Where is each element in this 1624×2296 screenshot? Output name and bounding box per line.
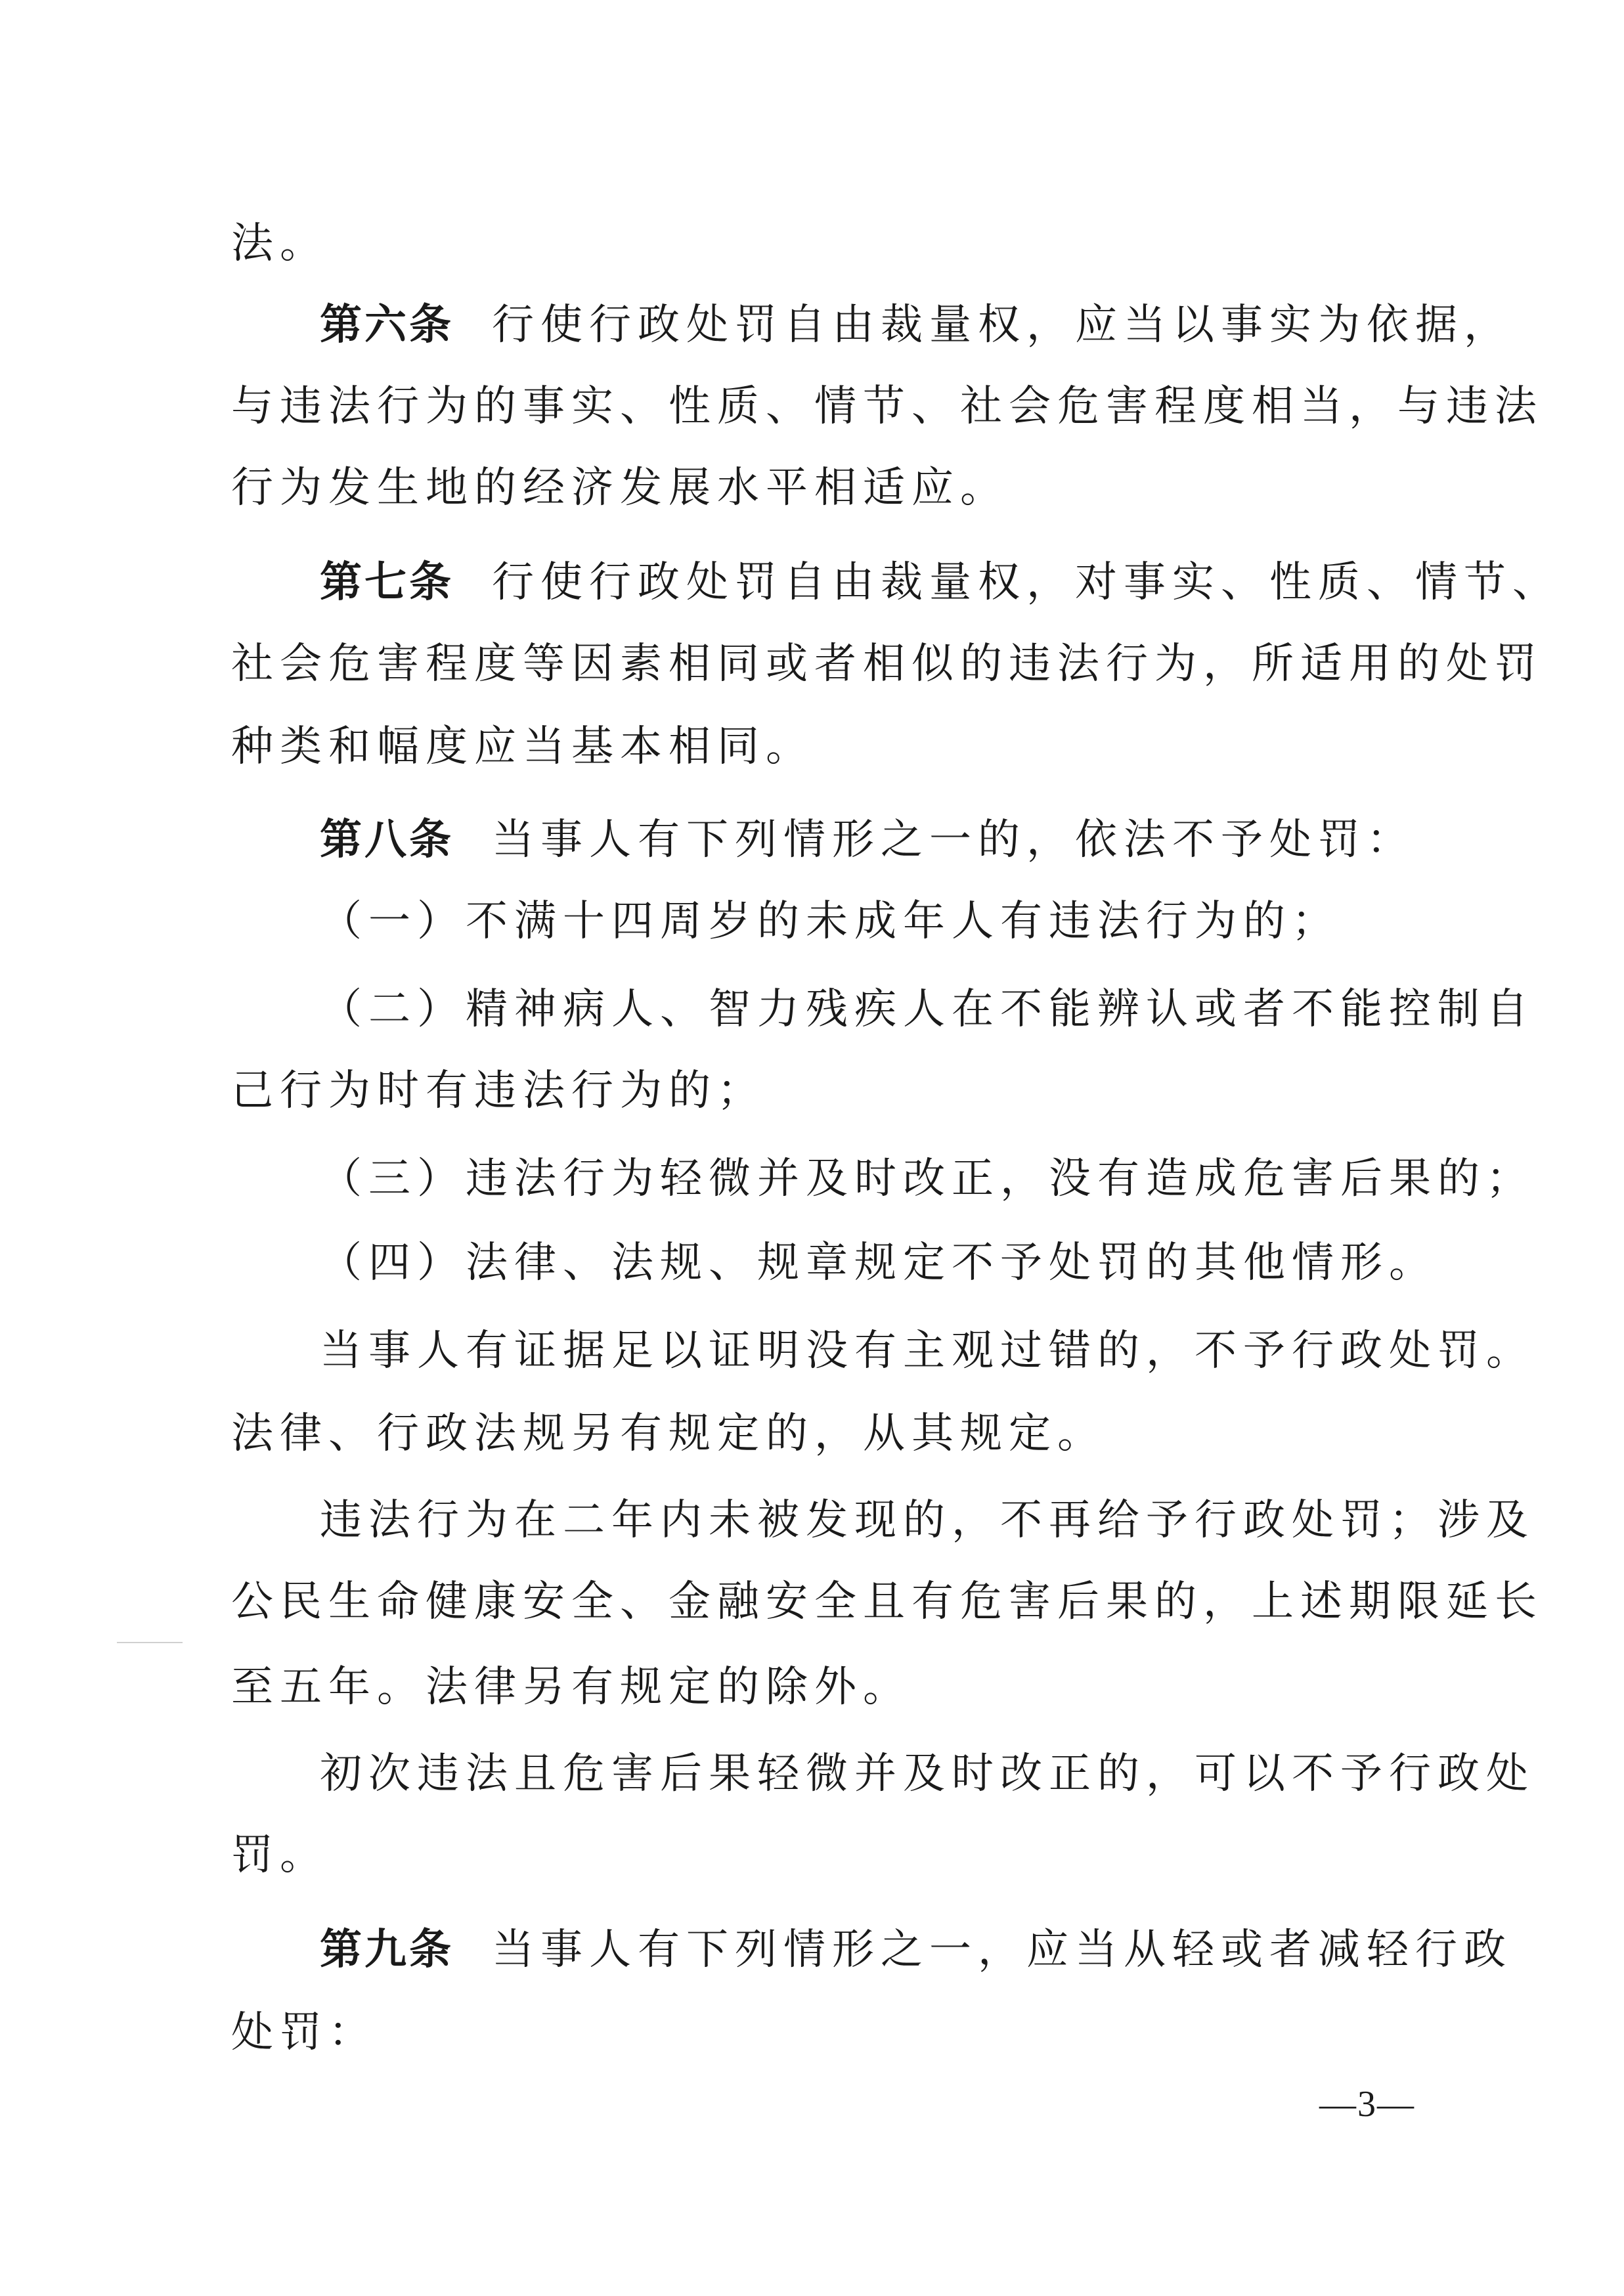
paragraph-line: 当事人有证据足以证明没有主观过错的，不予行政处罚。 [320,1327,1535,1375]
paragraph-line: 违法行为在二年内未被发现的，不再给予行政处罚；涉及 [320,1496,1535,1545]
text-line: 处罚： [231,2008,377,2057]
text-line: 法。 [231,219,328,268]
text-line: 至五年。法律另有规定的除外。 [231,1663,911,1711]
article-8-line: 第八条 当事人有下列情形之一的，依法不予处罚： [320,816,1415,864]
article-heading: 第七条 [320,558,454,607]
list-item: （二）精神病人、智力残疾人在不能辨认或者不能控制自 [320,985,1535,1034]
article-6-line: 第六条 行使行政处罚自由裁量权，应当以事实为依据， [320,301,1512,349]
article-heading: 第六条 [320,301,454,349]
text-line: 公民生命健康安全、金融安全且有危害后果的，上述期限延长 [231,1578,1543,1626]
article-heading: 第九条 [320,1926,454,1974]
list-item: （四）法律、法规、规章规定不予处罚的其他情形。 [320,1239,1437,1287]
article-heading: 第八条 [320,816,454,864]
text-line: 法律、行政法规另有规定的，从其规定。 [231,1409,1106,1458]
list-item: （一）不满十四周岁的未成年人有违法行为的； [320,897,1340,946]
margin-mark [117,1642,183,1643]
article-7-line: 第七条 行使行政处罚自由裁量权，对事实、性质、情节、 [320,558,1561,607]
article-9-line: 第九条 当事人有下列情形之一，应当从轻或者减轻行政 [320,1926,1512,1974]
text-line: 己行为时有违法行为的； [231,1067,766,1115]
list-item: （三）违法行为轻微并及时改正，没有造成危害后果的； [320,1155,1535,1203]
text-line: 与违法行为的事实、性质、情节、社会危害程度相当，与违法 [231,382,1543,431]
text-line: 行为发生地的经济发展水平相适应。 [231,464,1009,512]
text-line: 社会危害程度等因素相同或者相似的违法行为，所适用的处罚 [231,640,1543,688]
text-line: 罚。 [231,1831,328,1880]
text-line: 种类和幅度应当基本相同。 [231,722,814,771]
page-number: —3— [1319,2084,1415,2125]
paragraph-line: 初次违法且危害后果轻微并及时改正的，可以不予行政处 [320,1750,1535,1798]
